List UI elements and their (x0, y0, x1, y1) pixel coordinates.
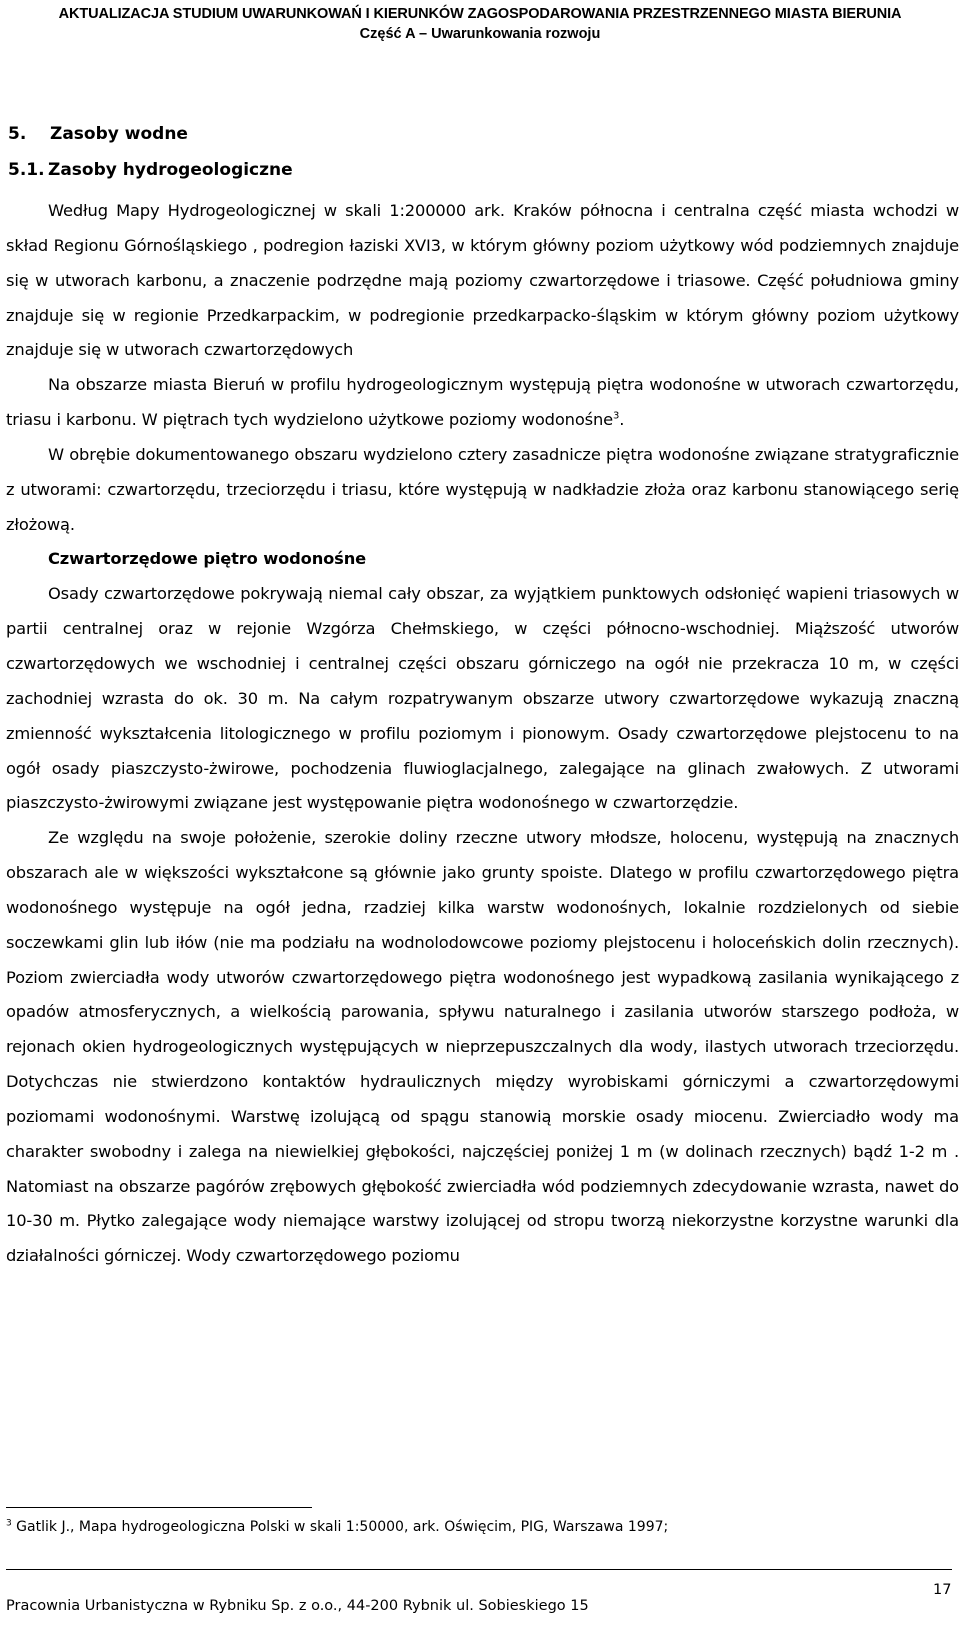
document-header (0, 4, 960, 44)
footnote-reference: 3 (613, 410, 620, 422)
footer-divider (6, 1569, 952, 1570)
section-heading (8, 124, 188, 144)
paragraph-3: W obrębie dokumentowanego obszaru wydzielono cztery zasadnicze piętra wodonośne związane stratygraficznie z utworami: czwartorzędu, trzeciorzędu i triasu, które występują w nadkładzie złoża oraz karbonu stanowiącego serię złożową. (6, 444, 959, 534)
subsection-number: 5.1. (8, 160, 45, 180)
subsection-title: Zasoby hydrogeologiczne (48, 160, 293, 180)
footnote-divider (6, 1507, 312, 1508)
subheading: Czwartorzędowe piętro wodonośne (48, 549, 367, 569)
footnote (6, 1517, 668, 1537)
paragraph-2 (6, 368, 959, 438)
section-title: Zasoby wodne (50, 124, 188, 144)
section-number: 5. (8, 124, 27, 144)
subsection-heading (8, 160, 293, 180)
footer-text: Pracownia Urbanistyczna w Rybniku Sp. z o.o., 44-200 Rybnik ul. Sobieskiego 15 (6, 1598, 589, 1614)
paragraph-1: Według Mapy Hydrogeologicznej w skali 1:200000 ark. Kraków północna i centralna część miasta wchodzi w skład Regionu Górnośląskiego , podregion łaziski XVI3, w którym główny poziom użytkowy wód podziemnych znajduje się w utworach karbonu, a znaczenie podrzędne mają poziomy czwartorzędowe i triasowe. Część południowa gminy znajduje się w regionie Przedkarpackim, w podregionie przedkarpacko-śląskim w którym główny poziom użytkowy znajduje się w utworach czwartorzędowych (6, 201, 959, 360)
paragraph-2-text: Na obszarze miasta Bieruń w profilu hydrogeologicznym występują piętra wodonośne w utworach czwartorzędu, triasu i karbonu. W piętrach tych wydzielono użytkowe poziomy wodonośne (6, 375, 959, 430)
body-text (6, 194, 959, 1274)
paragraph-4: Osady czwartorzędowe pokrywają niemal cały obszar, za wyjątkiem punktowych odsłonięć wapieni triasowych w partii centralnej oraz w rejonie Wzgórza Chełmskiego, w części północno-wschodniej. Miąższość utworów czwartorzędowych we wschodniej i centralnej części obszaru górniczego na ogół nie przekracza 10 m, w części zachodniej wzrasta do ok. 30 m. Na całym rozpatrywanym obszarze utwory czwartorzędowe wykazują znaczną zmienność wykształcenia litologicznego w profilu poziomym i pionowym. Osady czwartorzędowe plejstocenu to na ogół osady piaszczysto-żwirowe, pochodzenia fluwioglacjalnego, zalegające na glinach zwałowych. Z utworami piaszczysto-żwirowymi związane jest występowanie piętra wodonośnego w czwartorzędzie. (6, 584, 959, 813)
header-title: AKTUALIZACJA STUDIUM UWARUNKOWAŃ I KIERUNKÓW ZAGOSPODAROWANIA PRZESTRZENNEGO MIASTA BIERUNIA (58, 6, 902, 22)
footnote-text: Gatlik J., Mapa hydrogeologiczna Polski w skali 1:50000, ark. Oświęcim, PIG, Warszawa 1997; (11, 1519, 669, 1535)
page-number: 17 (933, 1582, 952, 1598)
footnote-marker: 3 (6, 1518, 12, 1529)
header-subtitle: Część A – Uwarunkowania rozwoju (359, 26, 601, 42)
paragraph-5: Ze względu na swoje położenie, szerokie doliny rzeczne utwory młodsze, holocenu, występują na znacznych obszarach ale w większości wykształcone są głównie jako grunty spoiste. Dlatego w profilu czwartorzędowego piętra wodonośnego występuje na ogół jedna, rzadziej kilka warstw wodonośnych, lokalnie rozdzielonych od siebie soczewkami glin lub iłów (nie ma podziału na wodnolodowcowe poziomy plejstocenu i holoceńskich dolin rzecznych). Poziom zwierciadła wody utworów czwartorzędowego piętra wodonośnego jest wypadkową zasilania wynikającego z opadów atmosferycznych, a wielkością parowania, spływu naturalnego i zasilania utworów starszego podłoża, w rejonach okien hydrogeologicznych występujących w nieprzepuszczalnych dla wody, ilastych utworach trzeciorzędu. Dotychczas nie stwierdzono kontaktów hydraulicznych między wyrobiskami górniczymi a czwartorzędowymi poziomami wodonośnymi. Warstwę izolującą od spągu stanowią morskie osady miocenu. Zwierciadło wody ma charakter swobodny i zalega na niewielkiej głębokości, najczęściej poniżej 1 m (w dolinach rzecznych) bądź 1-2 m . Natomiast na obszarze pagórów zrębowych głębokość zwierciadła wód podziemnych zdecydowanie wzrasta, nawet do 10-30 m. Płytko zalegające wody niemające warstwy izolującej od stropu tworzą niekorzystne korzystne warunki dla działalności górniczej. Wody czwartorzędowego poziomu (6, 828, 959, 1266)
subheading-line (6, 542, 959, 577)
paragraph-2-end: . (619, 410, 625, 430)
